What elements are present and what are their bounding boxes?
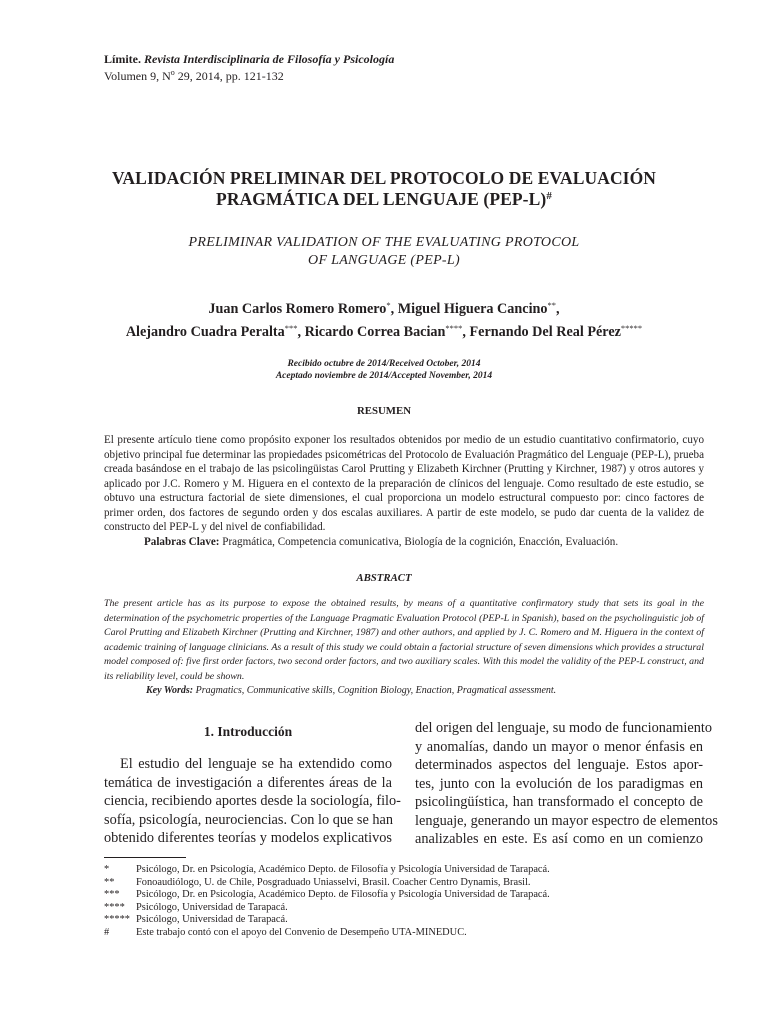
journal-name: Límite. xyxy=(104,52,141,66)
footnotes xyxy=(104,864,724,940)
author-name: Alejandro Cuadra Peralta xyxy=(125,324,285,340)
resumen-text: El presente artículo tiene como propósito exponer los resultados obtenidos por medio de un estudio cuantitativo confirmatorio, cuyo objetivo principal fue determinar las propiedades psicométricas del Protocolo de Evaluación Pragmático del Lenguaje (PEP-L), prueba creada basándose en el trabajo de las psicolingüistas Carol Prutting y Elizabeth Kirchner (Prutting y Kirchner, 1987) y otros autores y aplicado por J.C. Romero y M. Higuera en el contexto de la preparación de clínicos del lenguaje. Como resultado de este estudio, se obtuvo una estructura factorial de siete dimensiones, el cual proporciona un modelo estructural compuesto por: cinco factores de primer orden, dos factores de segundo orden y dos escalas auxiliares. A partir de este modelo, se pudo dar cuenta de la validez de constructo del PEP-L y del nivel de confiabilidad. xyxy=(104,434,704,533)
author-line-1: Juan Carlos Romero Romero*, Miguel Higuera Cancino**, xyxy=(208,300,560,317)
accepted-date: Aceptado noviembre de 2014/Accepted November, 2014 xyxy=(275,371,493,381)
journal-subtitle: Revista Interdisciplinaria de Filosofía y Psicología xyxy=(144,52,395,66)
journal-volume: Volumen 9, $N^o$ 29, 2014, pp. 121-132 xyxy=(104,68,284,83)
footnote: # Este trabajo contó con el apoyo del Convenio de Desempeño UTA-MINEDUC. xyxy=(104,926,467,938)
author-list xyxy=(40,298,728,344)
intro-right-column xyxy=(415,719,718,849)
author-name: Ricardo Correa Bacian xyxy=(304,324,446,340)
received-date: Recibido octubre de 2014/Received October, 2014 xyxy=(287,359,481,369)
text-line: ciencia, recibiendo aportes desde la sociología, filo- xyxy=(104,793,401,809)
text-line: sofía, psicología, neurociencias. Con lo que se han xyxy=(104,811,394,828)
english-title xyxy=(60,234,708,270)
abstract-heading: ABSTRACT xyxy=(356,572,412,584)
intro-left-column xyxy=(104,755,401,848)
abstract-text: The present article has as its purpose to expose the obtained results, by means of a quantitative confirmatory study that sets its goal in the determination of the psychometric properties of the Language Pragmatic Evaluation Protocol (PEP-L in Spanish), based on the psycholinguistic job of Carol Prutting and Elizabeth Kirchner (Prutting and Kirchner, 1987) and other authors, and applied by J. C. Romero and M. Higuera in the context of academic training of language clinicians. As a result of this study we could obtain a factorial structure of seven dimensions which provides a structural model composed of: five first order factors, two second order factors, and two auxiliary scales. With this model the validity of the PEP-L construct, and its reliability level, could be shown. xyxy=(104,598,704,682)
journal-header xyxy=(104,52,394,83)
english-title-line-2: OF LANGUAGE (PEP-L) xyxy=(308,253,460,268)
english-title-line-1: PRELIMINAR VALIDATION OF THE EVALUATING PROTOCOL xyxy=(188,235,580,250)
journal-name-line xyxy=(104,52,394,66)
author-line-2: Alejandro Cuadra Peralta***, Ricardo Correa Bacian****, Fernando Del Real Pérez***** xyxy=(125,323,643,340)
author-name: Juan Carlos Romero Romero xyxy=(208,301,387,317)
footnote: * Psicólogo, Dr. en Psicología, Académico Depto. de Filosofía y Psicología Universidad de Tarapacá. xyxy=(104,864,550,875)
footnote: **** Psicólogo, Universidad de Tarapacá. xyxy=(104,901,288,913)
abstract-keywords xyxy=(104,684,704,698)
text-line: del origen del lenguaje, su modo de funcionamiento xyxy=(415,720,712,736)
text-line: obtenido diferentes teorías y modelos explicativos xyxy=(104,830,392,846)
submission-dates xyxy=(60,358,708,382)
keywords-label: Palabras Clave: xyxy=(144,535,220,548)
author-name: Miguel Higuera Cancino xyxy=(397,301,548,317)
section-heading-introduccion: 1. Introducción xyxy=(203,724,293,739)
resumen-body xyxy=(104,433,704,549)
text-line: y anomalías, dando un mayor o menor énfasis en xyxy=(415,738,703,755)
footnote-rule xyxy=(104,857,186,858)
text-line: psicolingüística, han transformado el concepto de xyxy=(415,794,703,810)
footnote: ** Fonoaudiólogo, U. de Chile, Posgraduado Uniasselvi, Brasil. Coacher Centro Dynamis, Brasil. xyxy=(104,876,531,888)
text-line: determinados aspectos del lenguaje. Estos apor- xyxy=(415,757,703,773)
abstract-body xyxy=(104,597,704,698)
text-line: analizables en este. Es así como en un comienzo xyxy=(415,831,703,847)
keywords-label: Key Words: xyxy=(146,685,194,696)
text-line: tes, junto con la evolución de los paradigmas en xyxy=(415,775,703,792)
keywords-value: Pragmatics, Communicative skills, Cognition Biology, Enaction, Pragmatical assessment. xyxy=(193,685,557,696)
title-line-2: PRAGMÁTICA DEL LENGUAJE (PEP-L)# xyxy=(216,189,552,209)
keywords-value: Pragmática, Competencia comunicativa, Biología de la cognición, Enacción, Evaluación. xyxy=(219,535,619,548)
footnote: ***** Psicólogo, Universidad de Tarapacá. xyxy=(104,914,288,926)
title-line-1: VALIDACIÓN PRELIMINAR DEL PROTOCOLO DE EVALUACIÓN xyxy=(111,168,657,188)
title-footnote-mark: # xyxy=(546,190,552,202)
article-title xyxy=(60,168,708,210)
text-line: lenguaje, generando un mayor espectro de elementos xyxy=(415,812,718,829)
author-name: Fernando Del Real Pérez xyxy=(469,324,621,340)
text-line: El estudio del lenguaje se ha extendido como xyxy=(120,756,392,772)
footnote: *** Psicólogo, Dr. en Psicología, Académico Depto. de Filosofía y Psicología Universidad de Tarapacá. xyxy=(104,889,550,901)
text-line: temática de investigación a diferentes áreas de la xyxy=(104,774,392,791)
resumen-keywords xyxy=(104,535,704,549)
resumen-heading: RESUMEN xyxy=(357,405,411,417)
